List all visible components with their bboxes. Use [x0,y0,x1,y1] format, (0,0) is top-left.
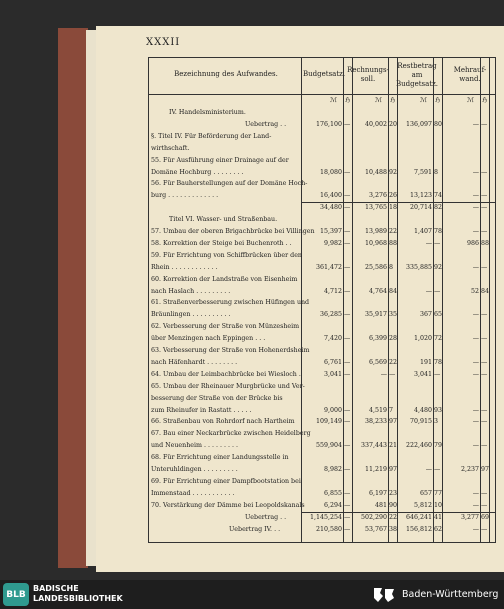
budget-pfennig: — [344,489,351,497]
mehr-mark: — [472,525,479,533]
mehr-pfennig: — [481,311,488,319]
mehr-mark: 3,277 [460,513,479,521]
budget-mark: 34,480 [319,204,342,212]
row-label: 55. Für Ausführung einer Drainage auf der [151,156,289,164]
rechnung-pfennig: 21 [389,442,398,450]
mehr-mark: — [472,418,479,426]
budget-mark: 176,100 [315,120,342,128]
rest-pfennig: 77 [434,489,443,497]
mehr-mark: 52 [470,287,479,295]
unit-mark-label: ℳ [330,97,337,104]
mehr-pfennig: — [481,525,488,533]
mehr-pfennig: 84 [481,287,490,295]
budget-mark: 361,472 [315,263,342,271]
rest-pfennig: — [434,466,441,473]
header-rule [149,94,495,95]
budget-pfennig: — [344,370,351,378]
rest-mark: — [425,287,432,295]
mehr-mark: — [472,358,479,366]
mehr-pfennig: — [481,501,488,509]
budget-pfennig: — [344,192,351,200]
mehr-mark: 986 [466,239,479,247]
row-label: 68. Für Errichtung einer Landungsstelle in [151,454,289,462]
rechnung-mark: 6,197 [368,489,387,497]
row-label: 64. Umbau der Leimbachbrücke bei Wiesloch . [151,370,301,378]
rechnung-pfennig: 90 [389,501,398,509]
budget-pfennig: — [344,239,351,247]
rechnung-mark: 4,519 [368,406,387,414]
rest-pfennig: 82 [434,204,443,212]
mehr-pfennig: 97 [481,466,490,473]
rest-pfennig: 62 [434,525,443,533]
row-label: Rhein . . . . . . . . . . . . [151,263,218,271]
blb-line2: LANDESBIBLIOTHEK [33,594,123,603]
mehr-mark: — [472,311,479,319]
budget-mark: 4,712 [323,287,342,295]
column-rule [442,58,443,542]
rechnung-pfennig: 8 [389,263,394,271]
rechnung-pfennig: 35 [389,311,398,319]
rechnung-pfennig: 23 [389,489,398,497]
rechnung-pfennig: 97 [389,466,398,473]
row-label: §. Titel IV. Für Beförderung der Land- [151,132,272,140]
mehr-mark: — [472,168,479,176]
budget-pfennig: — [344,466,351,473]
budget-mark: 9,000 [323,406,342,414]
rechnung-pfennig: 22 [389,228,398,235]
rechnung-mark: 10,488 [364,168,387,176]
rechnung-mark: 337,443 [360,442,387,450]
row-label: 57. Umbau der oberen Brigachbrücke bei Villingen [151,228,315,235]
rechnung-pfennig: — [389,370,396,378]
row-label: 61. Straßenverbesserung zwischen Hüfingen und [151,299,310,307]
rest-pfennig: 92 [434,263,443,271]
row-label: Uebertrag . . [245,120,287,128]
unit-pfennig-label: ℌ [435,97,440,104]
row-label: 65. Umbau der Rheinauer Murgbrücke und Ver- [151,382,305,390]
rest-mark: 136,097 [405,120,432,128]
row-label: 67. Bau einer Neckarbrücke zwischen Heidelberg [151,430,311,438]
header-budget: Budgetsatz. [303,70,346,78]
mehr-mark: — [472,370,479,378]
rest-mark: 222,460 [405,442,432,450]
row-label: 63. Verbesserung der Straße von Hohenerdsheim [151,347,310,354]
budget-pfennig: — [344,120,351,128]
rechnung-mark: 38,233 [364,418,387,426]
budget-pfennig: — [344,287,351,295]
mehr-pfennig: — [481,204,488,212]
row-label: nach Haslach . . . . . . . . . [151,287,231,295]
mehr-pfennig: — [481,406,488,414]
rest-pfennig: 8 [434,168,439,176]
rechnung-mark: 502,290 [360,513,387,521]
row-label: Titel VI. Wasser- und Straßenbau. [169,216,278,224]
rest-mark: 156,812 [405,525,432,533]
rest-pfennig: — [434,287,441,295]
rechnung-pfennig: 88 [389,239,398,247]
mehr-pfennig: — [481,418,488,426]
rest-mark: 3,041 [413,370,432,378]
rest-pfennig: 65 [434,311,443,319]
mehr-mark: — [472,204,479,212]
rest-mark: 7,591 [413,168,432,176]
page-number: XXXII [146,37,181,48]
row-label: IV. Handelsministerium. [169,109,246,116]
expense-table [148,57,496,543]
mehr-mark: — [472,335,479,343]
rechnung-mark: 13,989 [364,228,387,235]
rechnung-pfennig: 22 [389,358,398,366]
mehr-mark: — [472,120,479,128]
rechnung-mark: 6,399 [368,335,387,343]
budget-pfennig: — [344,501,351,509]
row-label: Uebertrag IV. . . [229,525,281,533]
rechnung-mark: 3,276 [368,192,387,200]
budget-mark: 6,761 [323,358,342,366]
book-cover [58,28,88,568]
rest-pfennig: 78 [434,358,443,366]
rechnung-mark: 6,569 [368,358,387,366]
mehr-pfennig: — [481,358,488,366]
budget-mark: 210,580 [315,525,342,533]
rest-mark: 4,480 [413,406,432,414]
budget-mark: 8,982 [323,466,342,473]
rest-pfennig: 78 [434,228,443,235]
budget-mark: 7,420 [323,335,342,343]
mehr-mark: — [472,406,479,414]
row-label: Immenstaad . . . . . . . . . . . [151,489,235,497]
row-label: Domäne Hochburg . . . . . . . . [151,168,244,176]
budget-pfennig: — [344,358,351,366]
bw-label: Baden-Württemberg [402,589,499,600]
row-label: 66. Straßenbau von Rohrdorf nach Hartheim [151,418,295,426]
sum-rule [301,512,495,513]
rechnung-pfennig: 7 [389,406,394,414]
budget-mark: 3,041 [323,370,342,378]
budget-pfennig: — [344,406,351,414]
mehr-pfennig: — [481,335,488,343]
rechnung-pfennig: 18 [389,204,398,212]
row-label: Uebertrag . . [245,513,287,521]
mehr-pfennig: — [481,192,488,200]
rest-pfennig: 72 [434,335,443,343]
rechnung-pfennig: 97 [389,418,398,426]
blb-name [33,584,123,604]
budget-mark: 36,285 [319,311,342,319]
mehr-pfennig: — [481,263,488,271]
unit-mark-label: ℳ [375,97,382,104]
rechnung-mark: 4,764 [368,287,387,295]
rest-pfennig: 3 [434,418,439,426]
row-label: nach Häfenhardt . . . . . . . . [151,358,238,366]
rechnung-pfennig: 22 [389,513,398,521]
rechnung-mark: 40,002 [364,120,387,128]
row-label: 56. Für Bauherstellungen auf der Domäne Hoch- [151,180,308,188]
rest-mark: — [425,466,432,473]
row-label: wirthschaft. [151,144,190,152]
unit-mark-label: ℳ [420,97,427,104]
unit-mark-label: ℳ [467,97,474,104]
rest-mark: 646,241 [405,513,432,521]
budget-pfennig: — [344,311,351,319]
rechnung-mark: 481 [374,501,387,509]
rest-mark: 20,714 [409,204,432,212]
row-label: 60. Korrektion der Landstraße von Eisenheim [151,275,298,283]
library-footer [0,580,504,609]
rest-pfennig: — [434,370,441,378]
rest-pfennig: 80 [434,120,443,128]
unit-pfennig-label: ℌ [390,97,395,104]
mehr-pfennig: 88 [481,239,490,247]
rechnung-mark: 25,586 [364,263,387,271]
sum-rule [301,202,495,203]
rest-pfennig: — [434,239,441,247]
mehr-pfennig: 69 [481,513,490,521]
budget-pfennig: — [344,168,351,176]
mehr-pfennig: — [481,370,488,378]
mehr-mark: — [472,442,479,450]
rechnung-pfennig: 92 [389,168,398,176]
budget-mark: 109,149 [315,418,342,426]
budget-pfennig: — [344,513,351,521]
rest-mark: 13,123 [409,192,432,200]
budget-pfennig: — [344,442,351,450]
row-label: 59. Für Errichtung von Schiffbrücken über den [151,251,302,259]
mehr-mark: — [472,228,479,235]
header-description: Bezeichnung des Aufwandes. [174,70,278,78]
budget-pfennig: — [344,263,351,271]
row-label: 70. Verstärkung der Dämme bei Leopoldskanals [151,501,305,509]
rest-mark: 657 [419,489,432,497]
budget-mark: 1,145,254 [309,513,342,521]
row-label: 58. Korrektion der Steige bei Buchenroth . . [151,239,292,247]
rechnung-mark: 10,968 [364,239,387,247]
unit-pfennig-label: ℌ [345,97,350,104]
stag-lion-coat-of-arms-icon [372,586,396,604]
row-label: besserung der Straße von der Brücke bis [151,394,283,402]
budget-pfennig: — [344,204,351,212]
rest-mark: 5,812 [413,501,432,509]
budget-mark: 15,397 [319,228,342,235]
rest-pfennig: 74 [434,192,443,200]
rest-mark: 1,020 [413,335,432,343]
column-rule [489,58,490,542]
row-label: burg . . . . . . . . . . . . . [151,192,219,200]
mehr-pfennig: — [481,442,488,450]
rest-mark: 70,915 [409,418,432,426]
mehr-pfennig: — [481,489,488,497]
rest-pfennig: 79 [434,442,443,450]
rest-mark: 335,885 [405,263,432,271]
header-mehr: Mehrauf- wand. [453,66,487,83]
rechnung-mark: 35,917 [364,311,387,319]
rest-pfennig: 93 [434,406,443,414]
budget-mark: 18,080 [319,168,342,176]
rest-mark: 191 [419,358,432,366]
header-rechnung: Rechnungs- soll. [347,66,389,83]
budget-mark: 559,904 [315,442,342,450]
row-label: zum Rheinufer in Rastatt . . . . . [151,406,252,414]
rest-pfennig: 10 [434,501,443,509]
budget-mark: 6,294 [323,501,342,509]
rest-mark: 1,407 [413,228,432,235]
mehr-pfennig: — [481,168,488,176]
mehr-mark: 2,237 [460,466,479,473]
rechnung-pfennig: 20 [389,120,398,128]
unit-pfennig-label: ℌ [482,97,487,104]
row-label: über Menzingen nach Eppingen . . . [151,335,266,343]
rechnung-pfennig: 38 [389,525,398,533]
blb-logo: BLB [3,583,29,606]
budget-mark: 6,855 [323,489,342,497]
rechnung-mark: 53,767 [364,525,387,533]
budget-pfennig: — [344,335,351,343]
rechnung-mark: 11,219 [364,466,387,473]
row-label: Bräunlingen . . . . . . . . . . [151,311,231,319]
budget-pfennig: — [344,418,351,426]
row-label: 62. Verbesserung der Straße von Münzesheim [151,323,300,331]
mehr-mark: — [472,263,479,271]
mehr-mark: — [472,501,479,509]
budget-mark: 9,982 [323,239,342,247]
row-label: und Neuenheim . . . . . . . . . [151,442,239,450]
rechnung-pfennig: 28 [389,335,398,343]
rest-mark: 367 [419,311,432,319]
budget-pfennig: — [344,228,351,235]
blb-line1: BADISCHE [33,584,79,593]
row-label: 69. Für Errichtung einer Dampfbootstation bei [151,477,301,485]
budget-pfennig: — [344,525,351,533]
rechnung-pfennig: 26 [389,192,398,200]
row-label: Unteruhldingen . . . . . . . . . [151,466,238,473]
mehr-mark: — [472,192,479,200]
budget-mark: 16,400 [319,192,342,200]
rechnung-pfennig: 84 [389,287,398,295]
mehr-mark: — [472,489,479,497]
page-edge [86,30,96,566]
rechnung-mark: 13,765 [364,204,387,212]
mehr-pfennig: — [481,120,488,128]
mehr-pfennig: — [481,228,488,235]
rest-mark: — [425,239,432,247]
rechnung-mark: — [380,370,387,378]
rest-pfennig: 41 [434,513,443,521]
header-rest: Restbetrag am Budgetsatz. [395,62,439,88]
